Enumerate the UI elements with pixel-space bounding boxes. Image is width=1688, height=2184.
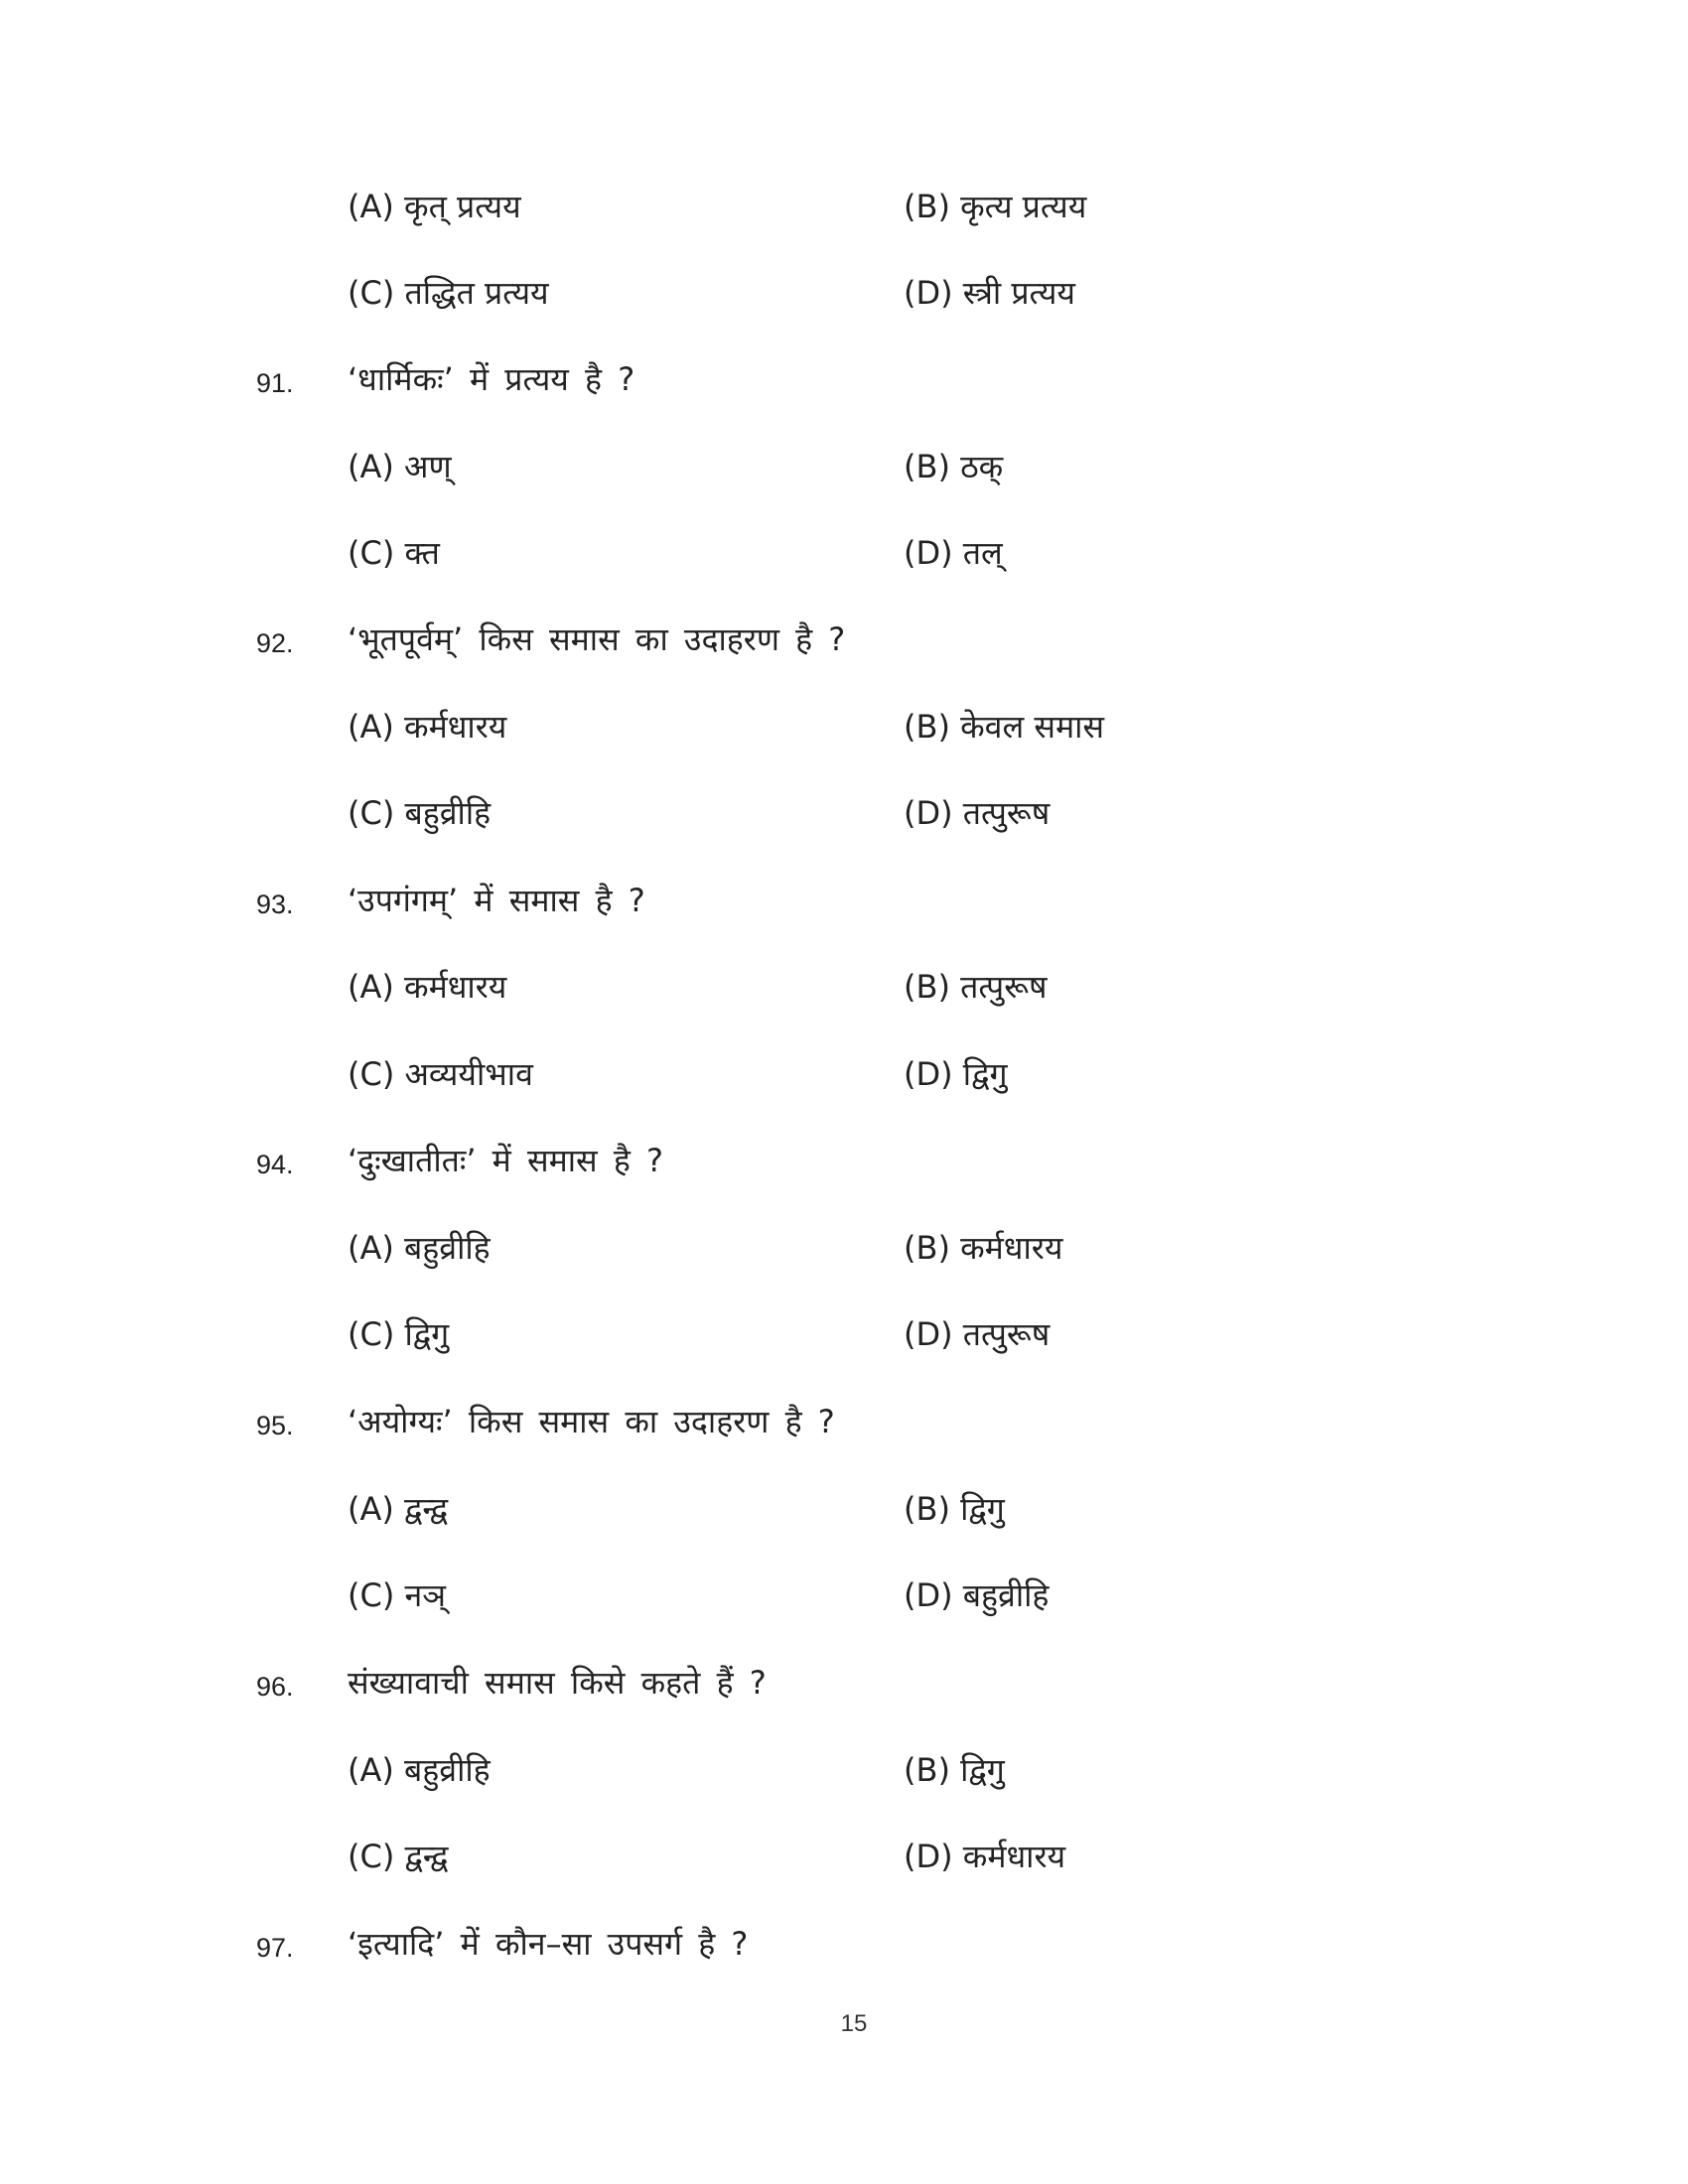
question-text: संख्यावाची समास किसे कहते हैं ? xyxy=(348,1664,767,1702)
option-a: (A) बहुव्रीहि xyxy=(348,1751,491,1789)
option-row xyxy=(348,1740,1539,1800)
question-94 xyxy=(256,1131,1547,1190)
option-row xyxy=(348,957,1539,1017)
option-b: (B) तत्पुरूष xyxy=(904,968,1048,1006)
option-b: (B) केवल समास xyxy=(904,708,1105,746)
page-number: 15 xyxy=(840,2010,868,2037)
option-d: (D) तत्पुरूष xyxy=(904,794,1051,832)
option-a: (A) बहुव्रीहि xyxy=(348,1229,491,1267)
question-number: 93. xyxy=(256,889,294,919)
question-text: ‘इत्यादि’ में कौन–सा उपसर्ग है ? xyxy=(348,1925,749,1963)
question-text: ‘उपगंगम्’ में समास है ? xyxy=(348,882,645,919)
option-d: (D) तल् xyxy=(904,534,1003,572)
option-row xyxy=(348,437,1539,496)
question-93 xyxy=(256,871,1547,930)
question-number: 94. xyxy=(256,1150,294,1179)
option-b: (B) द्विगु xyxy=(904,1490,1005,1528)
option-row xyxy=(348,1479,1539,1539)
question-text: ‘भूतपूर्वम्’ किस समास का उदाहरण है ? xyxy=(348,620,846,658)
option-row xyxy=(348,697,1539,756)
option-d: (D) तत्पुरूष xyxy=(904,1315,1051,1353)
option-c: (C) द्वन्द्व xyxy=(348,1838,449,1875)
option-a: (A) कर्मधारय xyxy=(348,968,507,1006)
question-text: ‘अयोग्यः’ किस समास का उदाहरण है ? xyxy=(348,1403,835,1440)
option-b: (B) कर्मधारय xyxy=(904,1229,1063,1267)
question-number: 91. xyxy=(256,368,294,398)
option-b: (B) द्विगु xyxy=(904,1751,1005,1789)
option-c: (C) द्विगु xyxy=(348,1315,450,1353)
option-row xyxy=(348,1218,1539,1278)
option-a: (A) कर्मधारय xyxy=(348,708,507,746)
option-row xyxy=(348,783,1539,843)
question-text: ‘दुःखातीतः’ में समास है ? xyxy=(348,1142,663,1179)
option-c: (C) अव्ययीभाव xyxy=(348,1055,533,1093)
option-row xyxy=(348,1304,1539,1364)
option-c: (C) नञ् xyxy=(348,1576,446,1614)
option-b: (B) ठक् xyxy=(904,448,1004,485)
option-c: (C) तद्धित प्रत्यय xyxy=(348,274,549,312)
question-96 xyxy=(256,1653,1547,1712)
option-d: (D) द्विगु xyxy=(904,1055,1008,1093)
option-d: (D) बहुव्रीहि xyxy=(904,1576,1050,1614)
option-a: (A) कृत् प्रत्यय xyxy=(348,188,521,225)
question-95 xyxy=(256,1392,1547,1451)
question-97 xyxy=(256,1914,1547,1974)
question-91 xyxy=(256,349,1547,409)
option-row xyxy=(348,523,1539,583)
option-row xyxy=(348,263,1539,323)
question-92 xyxy=(256,610,1547,669)
option-a: (A) द्वन्द्व xyxy=(348,1490,448,1528)
option-row xyxy=(348,1044,1539,1104)
option-row xyxy=(348,1827,1539,1886)
question-number: 92. xyxy=(256,628,294,658)
option-c: (C) क्त xyxy=(348,534,440,572)
question-number: 96. xyxy=(256,1672,294,1702)
option-row xyxy=(348,1566,1539,1625)
option-a: (A) अण् xyxy=(348,448,452,485)
question-text: ‘धार्मिकः’ में प्रत्यय है ? xyxy=(348,360,635,398)
question-number: 95. xyxy=(256,1411,294,1440)
option-d: (D) स्त्री प्रत्यय xyxy=(904,274,1075,312)
question-number: 97. xyxy=(256,1933,294,1963)
option-d: (D) कर्मधारय xyxy=(904,1838,1066,1875)
option-b: (B) कृत्य प्रत्यय xyxy=(904,188,1087,225)
option-c: (C) बहुव्रीहि xyxy=(348,794,492,832)
option-row xyxy=(348,177,1539,236)
